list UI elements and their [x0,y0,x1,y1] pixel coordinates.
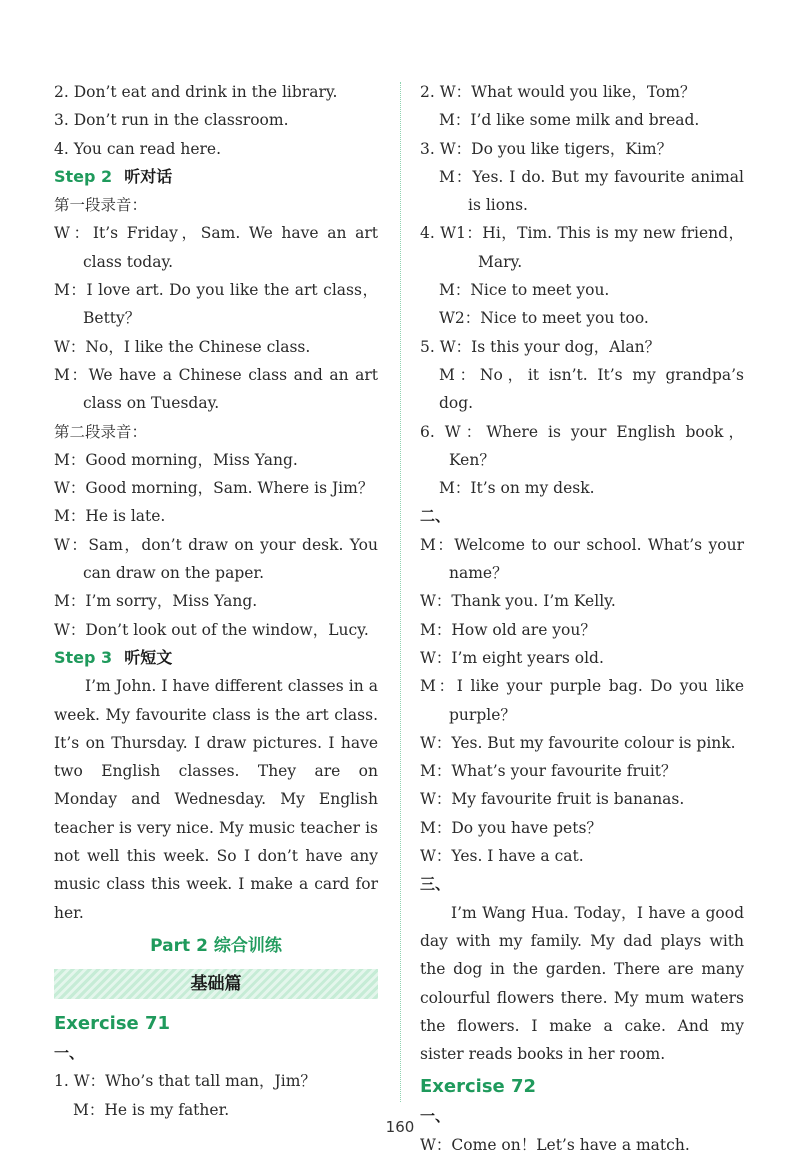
answer-line: M：Nice to meet you. [439,281,610,300]
dialog-line: W：Yes. I have a cat. [420,847,584,866]
dialog-line: M：I love art. Do you like the art class，Betty？ [54,281,378,328]
section-marker: 二、 [420,507,451,526]
section-marker: 三、 [420,875,451,894]
dialog-line: W：It’s Friday，Sam. We have an art class today. [54,224,378,271]
dialog-line: W：Good morning，Sam. Where is Jim？ [54,479,374,498]
dialog-line: M：Do you have pets？ [420,818,602,837]
column-divider [400,82,401,1102]
left-column [54,78,378,1124]
dialog-line: M：We have a Chinese class and an art class on Tuesday. [54,365,378,413]
dialog-line: W：I’m eight years old. [420,648,604,667]
exercise-71-heading: Exercise 71 [54,1012,171,1034]
answer-line: M：Yes. I do. But my favourite animal is lions. [439,167,744,215]
text-line: 4. You can read here. [54,139,222,158]
dialog-line: M：Good morning，Miss Yang. [54,450,298,469]
step2-heading: Step 2 听对话 [54,166,173,186]
answer-line: M：It’s on my desk. [439,479,595,498]
text-line: 3. Don’t run in the classroom. [54,111,289,130]
dialog-line: W：Yes. But my favourite colour is pink. [420,733,736,752]
answer-line: M：No，it isn’t. It’s my grandpa’s dog. [439,365,744,413]
dialog-line: M：He is late. [54,507,166,526]
dialog-line: W：No，I like the Chinese class. [54,337,311,356]
level-banner: 基础篇 [54,969,378,999]
question-line: 2. W：What would you like，Tom？ [420,83,696,101]
page-number: 160 [385,1118,415,1136]
answer-line: M：He is my father. [73,1100,230,1119]
segment2-label: 第二段录音： [54,422,148,441]
dialog-line: M：I’m sorry，Miss Yang. [54,592,258,611]
dialog-line: W：Thank you. I’m Kelly. [420,592,616,611]
section-marker: 一、 [420,1107,451,1126]
question-line: 5. W：Is this your dog，Alan？ [420,337,661,356]
passage: I’m John. I have different classes in a week. My favourite class is the art class. It’s on Thursday. I draw pictures. I have two English classes. They are on Monday and Wednesday. My English teacher is very nice. My music teacher is not well this week. So I don’t have any music class this week. I make a card for her. [54,677,378,922]
segment1-label: 第一段录音： [54,196,148,215]
dialog-line: M：Welcome to our school. What’s your name？ [420,535,744,583]
exercise-72-heading: Exercise 72 [420,1076,537,1098]
passage: I’m Wang Hua. Today，I have a good day with my family. My dad plays with the dog in the garden. There are many colourful flowers there. My mum waters the flowers. I make a cake. And my sister reads books in her room. [420,903,744,1064]
question-line: 1. W：Who’s that tall man，Jim？ [54,1072,316,1091]
question-line: 3. W：Do you like tigers，Kim？ [420,139,673,158]
answer-line: M：I’d like some milk and bread. [439,111,700,130]
dialog-line: W：Come on！Let’s have a match. [420,1135,690,1154]
dialog-line: M：I like your purple bag. Do you like purple？ [420,677,744,724]
dialog-line: M：What’s your favourite fruit？ [420,762,677,781]
step3-heading: Step 3 听短文 [54,647,173,667]
right-column [420,78,744,1159]
question-line: 4. W1：Hi，Tim. This is my new friend，Mary. [420,224,744,271]
section-marker: 一、 [54,1043,85,1062]
question-line: 6. W：Where is your English book，Ken？ [420,422,744,469]
dialog-line: W：Don’t look out of the window，Lucy. [54,620,369,639]
part2-heading: Part 2 综合训练 [150,935,282,956]
dialog-line: M：How old are you？ [420,620,596,639]
answer-line: W2：Nice to meet you too. [439,309,649,328]
dialog-line: W：My favourite fruit is bananas. [420,790,685,809]
dialog-line: W：Sam，don’t draw on your desk. You can draw on the paper. [54,535,378,583]
text-line: 2. Don’t eat and drink in the library. [54,83,338,101]
